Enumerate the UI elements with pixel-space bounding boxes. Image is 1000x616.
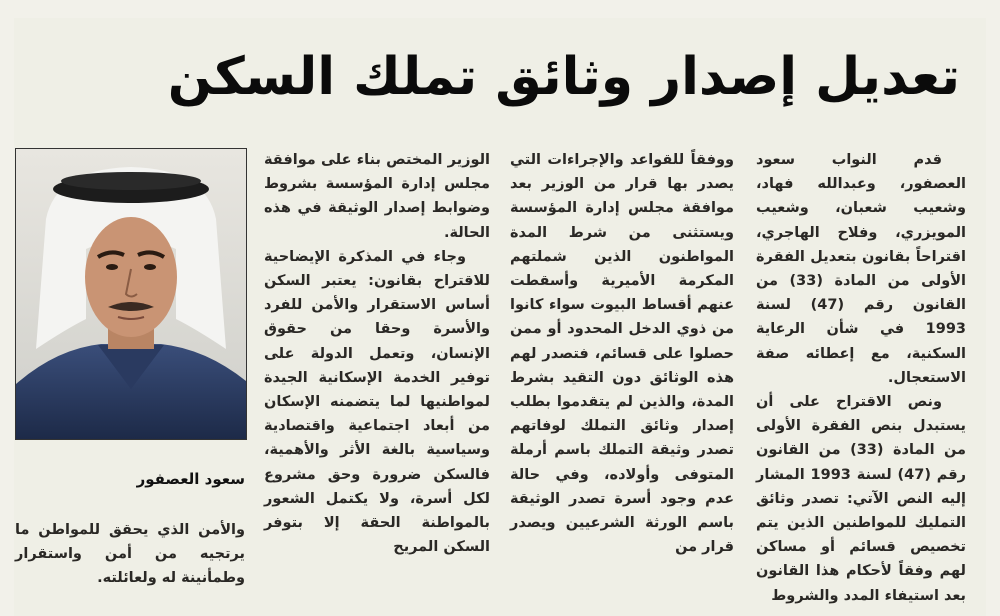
paragraph: والأمن الذي يحقق للمواطن ما يرتجيه من أمن واستقرار وطمأنينة له ولعائلته. [15, 522, 245, 587]
article-column-4 [15, 518, 245, 591]
photo-caption: سعود العصفور [136, 470, 245, 488]
paragraph: ونص الاقتراح على أن يستبدل بنص الفقرة الأولى من المادة (33) من القانون رقم (47) لسنة 1993 المشار إليه النص الآتي: تصدر وثائق التمليك للمواطنين الذين يتم تخصيص قسائم أو مساكن لهم وفقاً لأحكام هذا القانون بعد استيفاء المدد والشروط [756, 394, 966, 604]
paragraph: ووفقاً للقواعد والإجراءات التي يصدر بها قرار من الوزير بعد موافقة مجلس إدارة المؤسسة ويستثنى من شرط المدة المواطنون الذين شملتهم المكرمة الأميرية وأسقطت عنهم أقساط البيوت سواء كانوا من ذوي الدخل المحدود أو ممن حصلوا على قسائم، فتصدر لهم هذه الوثائق دون التقيد بشرط المدة، والذين لم يتقدموا بطلب إصدار وثائق التملك لوفاتهم تصدر وثيقة التملك باسم أرملة المتوفى وأولاده، وفي حالة عدم وجود أسرة تصدر الوثيقة باسم الورثة الشرعيين ويصدر قرار من [510, 152, 734, 556]
paragraph: قدم النواب سعود العصفور، وعبدالله فهاد، وشعيب شعبان، وشعيب المويزري، وفلاح الهاجري، اقتراحاً بقانون بتعديل الفقرة الأولى من المادة (33) من القانون رقم (47) لسنة 1993 في شأن الرعاية السكنية، مع إعطائه صفة الاستعجال. [756, 152, 967, 386]
paragraph: وجاء في المذكرة الإيضاحية للاقتراح بقانون: يعتبر السكن أساس الاستقرار والأمن للفرد والأسرة وحقا من حقوق الإنسان، وتعمل الدولة على توفير الخدمة الإسكانية الجيدة لمواطنيها لما يتضمنه الإسكان من أبعاد اجتماعية واقتصادية وسياسية بالغة الأثر والأهمية، فالسكن ضرورة وحق مشروع لكل أسرة، ولا يكتمل الشعور بالمواطنة الحقة إلا بتوفر السكن المريح [264, 248, 490, 556]
article-column-2 [510, 148, 734, 559]
portrait-photo [15, 148, 247, 440]
portrait-illustration [16, 149, 246, 439]
article-column-3 [264, 148, 490, 559]
paragraph: الوزير المختص بناء على موافقة مجلس إدارة المؤسسة بشروط وضوابط إصدار الوثيقة في هذه الحالة. [264, 152, 490, 241]
article-headline: تعديل إصدار وثائق تملك السكن [167, 47, 960, 107]
article-column-1 [756, 148, 966, 608]
